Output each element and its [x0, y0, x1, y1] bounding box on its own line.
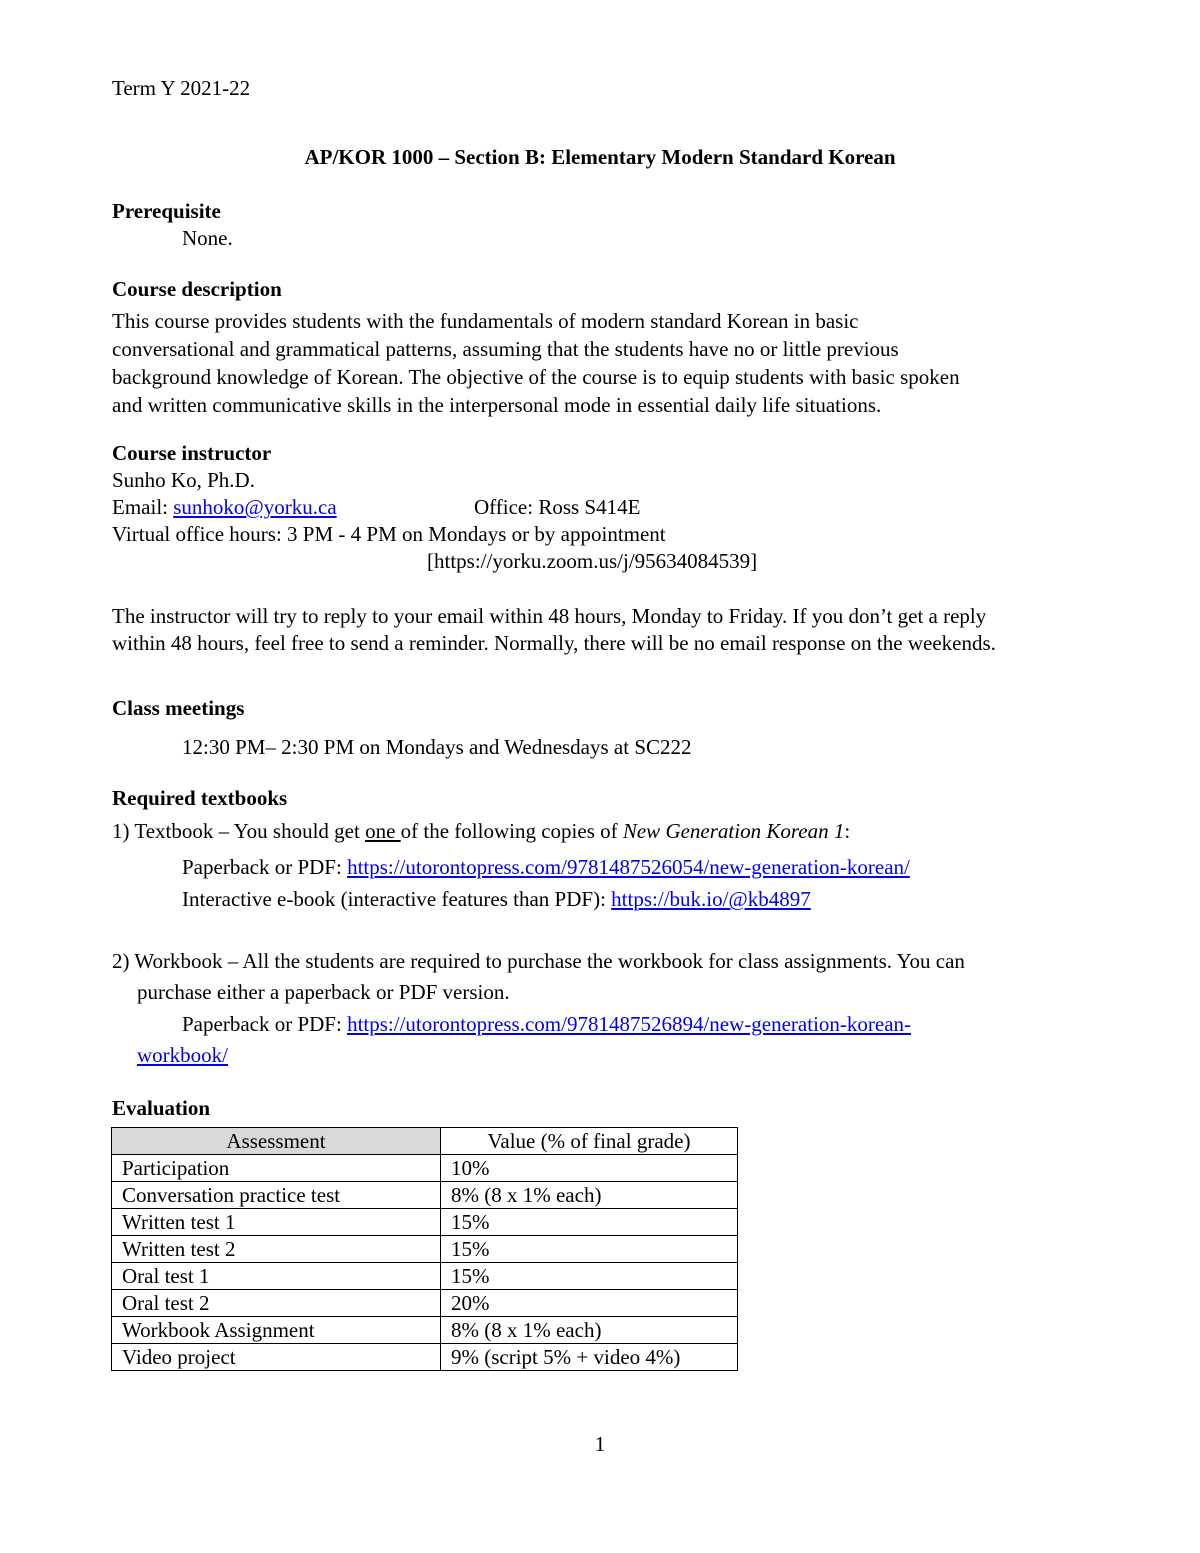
table-row — [112, 1209, 738, 1236]
value-cell: 10% — [441, 1155, 738, 1182]
workbook-item-line: purchase either a paperback or PDF version. — [137, 980, 510, 1004]
assessment-cell: Workbook Assignment — [112, 1317, 441, 1344]
table-row — [112, 1290, 738, 1317]
table-row — [112, 1182, 738, 1209]
table-row — [112, 1263, 738, 1290]
email-label: Email: — [112, 495, 174, 519]
term-header: Term Y 2021-22 — [112, 76, 251, 100]
email-link[interactable]: sunhoko@yorku.ca — [173, 495, 337, 519]
value-cell: 8% (8 x 1% each) — [441, 1182, 738, 1209]
value-cell: 15% — [441, 1236, 738, 1263]
workbook-item-line: 2) Workbook – All the students are required to purchase the workbook for class assignments. You can — [112, 949, 965, 973]
textbooks-heading: Required textbooks — [112, 786, 288, 810]
assessment-cell: Written test 2 — [112, 1236, 441, 1263]
class-meetings-text: 12:30 PM– 2:30 PM on Mondays and Wednesdays at SC222 — [182, 735, 692, 759]
value-cell: 20% — [441, 1290, 738, 1317]
table-row — [112, 1344, 738, 1371]
class-meetings-heading: Class meetings — [112, 696, 245, 720]
textbook-item-1-middle: of the following copies of — [400, 819, 623, 843]
textbook-title: New Generation Korean 1 — [622, 819, 845, 843]
paperback-label: Paperback or PDF: — [182, 855, 348, 879]
textbook-item-1 — [112, 821, 850, 842]
table-row — [112, 1317, 738, 1344]
course-description-heading: Course description — [112, 277, 282, 301]
office-hours: Virtual office hours: 3 PM - 4 PM on Mondays or by appointment — [112, 522, 666, 546]
ebook-link[interactable]: https://buk.io/@kb4897 — [611, 887, 811, 911]
table-row — [112, 1155, 738, 1182]
assessment-cell: Oral test 1 — [112, 1263, 441, 1290]
column-header-assessment: Assessment — [112, 1128, 441, 1155]
email-row — [112, 497, 337, 518]
textbook-item-1-prefix: 1) Textbook – You should get — [112, 819, 366, 843]
evaluation-heading: Evaluation — [112, 1096, 211, 1120]
textbook-item-1-emphasis: one — [365, 819, 401, 843]
reply-policy-line: within 48 hours, feel free to send a reminder. Normally, there will be no email response on the weekends. — [112, 631, 996, 655]
instructor-heading: Course instructor — [112, 441, 272, 465]
zoom-link-text: [https://yorku.zoom.us/j/95634084539] — [427, 549, 758, 573]
value-cell: 8% (8 x 1% each) — [441, 1317, 738, 1344]
assessment-cell: Conversation practice test — [112, 1182, 441, 1209]
description-line: and written communicative skills in the interpersonal mode in essential daily life situations. — [112, 393, 882, 417]
assessment-cell: Oral test 2 — [112, 1290, 441, 1317]
assessment-cell: Video project — [112, 1344, 441, 1371]
table-header-row — [112, 1128, 738, 1155]
description-line: This course provides students with the fundamentals of modern standard Korean in basic — [112, 309, 859, 333]
evaluation-table — [111, 1127, 738, 1371]
value-cell: 15% — [441, 1263, 738, 1290]
column-header-value: Value (% of final grade) — [441, 1128, 738, 1155]
workbook-paperback-row — [182, 1014, 911, 1035]
workbook-link[interactable]: workbook/ — [137, 1043, 228, 1067]
workbook-link[interactable]: https://utorontopress.com/9781487526894/new-generation-korean- — [347, 1012, 912, 1036]
prerequisite-text: None. — [182, 226, 233, 250]
description-line: background knowledge of Korean. The objective of the course is to equip students with basic spoken — [112, 365, 960, 389]
assessment-cell: Written test 1 — [112, 1209, 441, 1236]
assessment-cell: Participation — [112, 1155, 441, 1182]
ebook-row — [182, 889, 811, 910]
reply-policy-line: The instructor will try to reply to your email within 48 hours, Monday to Friday. If you don’t get a reply — [112, 604, 987, 628]
workbook-paperback-label: Paperback or PDF: — [182, 1012, 348, 1036]
course-title: AP/KOR 1000 – Section B: Elementary Modern Standard Korean — [304, 145, 896, 169]
ebook-label: Interactive e-book (interactive features than PDF): — [182, 887, 612, 911]
description-line: conversational and grammatical patterns, assuming that the students have no or little previous — [112, 337, 899, 361]
workbook-link-continued — [137, 1045, 228, 1066]
value-cell: 15% — [441, 1209, 738, 1236]
textbook-item-1-suffix: : — [844, 819, 851, 843]
table-row — [112, 1236, 738, 1263]
value-cell: 9% (script 5% + video 4%) — [441, 1344, 738, 1371]
paperback-link[interactable]: https://utorontopress.com/9781487526054/new-generation-korean/ — [347, 855, 910, 879]
page-number: 1 — [594, 1432, 606, 1456]
office-location: Office: Ross S414E — [474, 495, 641, 519]
paperback-row — [182, 857, 910, 878]
instructor-name: Sunho Ko, Ph.D. — [112, 468, 255, 492]
prerequisite-heading: Prerequisite — [112, 199, 221, 223]
